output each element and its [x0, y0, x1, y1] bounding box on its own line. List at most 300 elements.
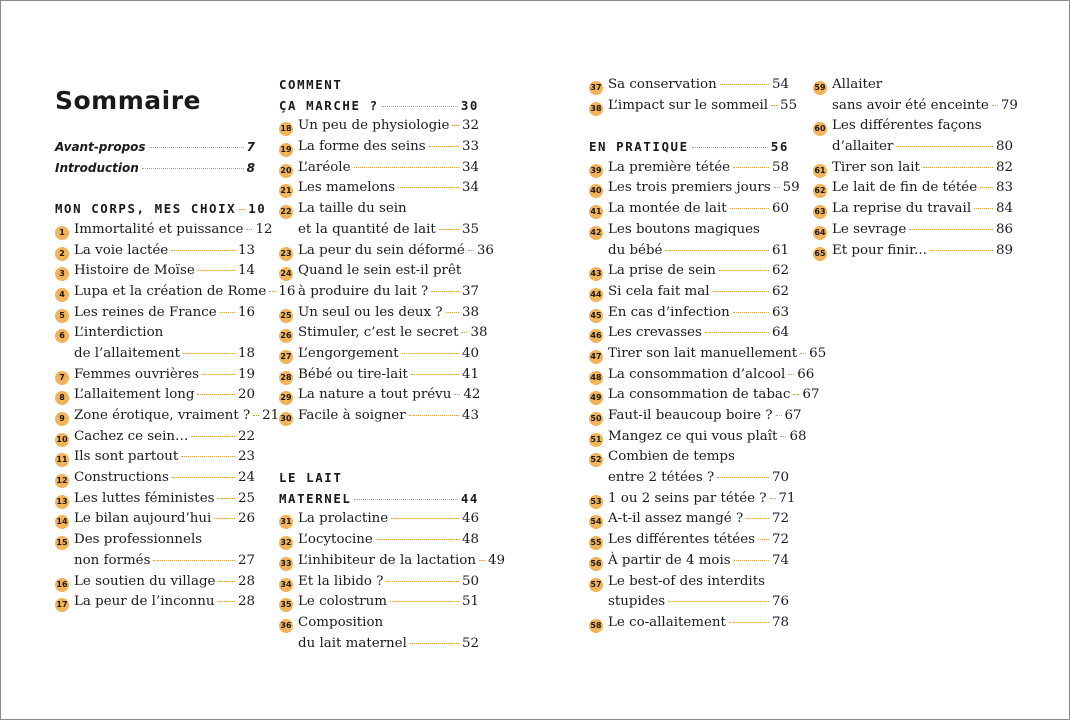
toc-entry	[55, 427, 255, 448]
toc-page-number: 16	[237, 304, 255, 320]
page-title: Sommaire	[55, 86, 202, 115]
chapter-number-badge: 10	[55, 433, 69, 447]
chapter-number-badge: 5	[55, 309, 69, 323]
toc-page-number: 20	[237, 387, 255, 403]
chapter-number-badge: 55	[589, 536, 603, 550]
toc-entry	[589, 406, 802, 427]
toc-entry	[589, 261, 789, 282]
chapter-number-badge: 63	[813, 205, 827, 219]
chapter-number-badge: 11	[55, 453, 69, 467]
toc-column-3	[589, 75, 827, 634]
chapter-number-badge: 4	[55, 288, 69, 302]
toc-entry-label: MON CORPS, MES CHOIX	[55, 201, 237, 217]
toc-entry-label: Les luttes féministes	[74, 490, 215, 506]
toc-page-number: 19	[237, 366, 255, 382]
toc-entry-label: entre 2 tétées ?	[608, 470, 715, 486]
toc-entry	[813, 116, 1013, 137]
chapter-number-badge: 50	[589, 412, 603, 426]
toc-entry-label: Le colostrum	[298, 594, 387, 610]
dot-leader	[149, 147, 244, 148]
toc-page-number: 48	[461, 532, 479, 548]
chapter-number-badge: 37	[589, 81, 603, 95]
toc-entry-label: Le co-allaitement	[608, 614, 726, 630]
toc-entry	[589, 96, 798, 117]
toc-page-number: 56	[770, 139, 789, 155]
chapter-number-badge: 65	[813, 247, 827, 261]
dot-leader	[774, 187, 780, 188]
chapter-number-badge: 22	[279, 205, 293, 219]
toc-entry	[279, 116, 479, 137]
dot-leader	[202, 374, 235, 375]
dot-leader	[730, 208, 769, 209]
chapter-number-badge: 48	[589, 371, 603, 385]
toc-entry-label: à produire du lait ?	[298, 283, 429, 299]
toc-page-number: 33	[461, 139, 479, 155]
toc-entry	[589, 323, 789, 344]
dot-leader	[181, 456, 235, 457]
toc-page-number: 66	[797, 366, 815, 382]
toc-page-number: 25	[237, 490, 255, 506]
dot-leader	[746, 518, 769, 519]
toc-entry	[55, 303, 255, 324]
toc-entry-label: En cas d’infection	[608, 304, 730, 320]
toc-entry	[279, 261, 479, 282]
dot-leader	[354, 167, 459, 168]
toc-entry	[279, 530, 479, 551]
toc-page-number: 30	[460, 97, 479, 113]
toc-page-number: 52	[461, 635, 479, 651]
toc-entry-label: Le lait de fin de tétée	[832, 180, 978, 196]
toc-page-number: 38	[461, 304, 479, 320]
dot-leader	[974, 208, 993, 209]
toc-page-number: 64	[771, 325, 789, 341]
toc-entry-label: Si cela fait mal	[608, 283, 710, 299]
toc-entry	[279, 634, 479, 655]
dot-leader	[758, 539, 769, 540]
toc-page-number: 23	[237, 449, 255, 465]
toc-page-number: 58	[771, 159, 789, 175]
chapter-number-badge: 60	[813, 122, 827, 136]
dot-leader	[733, 312, 769, 313]
toc-entry	[589, 75, 789, 96]
toc-page-number: 72	[771, 532, 789, 548]
chapter-number-badge: 36	[279, 619, 293, 633]
toc-entry	[279, 613, 479, 634]
toc-entry-label: non formés	[74, 552, 151, 568]
dot-leader	[923, 167, 993, 168]
toc-entry	[55, 282, 296, 303]
toc-entry	[279, 365, 479, 386]
dot-leader	[980, 187, 993, 188]
chapter-number-badge: 39	[589, 164, 603, 178]
toc-page-number: 65	[809, 345, 827, 361]
toc-entry	[55, 509, 255, 530]
chapter-number-badge: 15	[55, 536, 69, 550]
toc-entry-label: Histoire de Moïse	[74, 263, 195, 279]
chapter-number-badge: 49	[589, 391, 603, 405]
dot-leader	[930, 250, 993, 251]
toc-entry	[279, 509, 479, 530]
toc-page-number: 86	[995, 221, 1013, 237]
toc-entry-label: La montée de lait	[608, 201, 727, 217]
toc-entry	[589, 530, 789, 551]
dot-leader	[692, 147, 768, 148]
dot-leader	[705, 332, 769, 333]
toc-entry-label: La première tétée	[608, 159, 731, 175]
toc-page-number: 59	[782, 180, 800, 196]
dot-leader	[668, 601, 769, 602]
toc-page-number: 50	[461, 573, 479, 589]
chapter-number-badge: 1	[55, 226, 69, 240]
toc-page-number: 41	[461, 366, 479, 382]
toc-entry-label: LE LAIT	[279, 470, 343, 486]
toc-page-number: 43	[461, 408, 479, 423]
toc-page-number: 67	[802, 387, 820, 403]
toc-page-number: 62	[771, 283, 789, 299]
toc-entry-label: Les boutons magiques	[608, 221, 760, 237]
toc-entry	[813, 158, 1013, 179]
toc-entry	[589, 241, 789, 262]
dot-leader	[461, 332, 467, 333]
toc-entry-label: La prise de sein	[608, 263, 716, 279]
toc-entry	[589, 551, 789, 572]
chapter-number-badge: 20	[279, 164, 293, 178]
toc-entry-label: d’allaiter	[832, 139, 894, 155]
dot-leader	[217, 498, 234, 499]
chapter-number-badge: 54	[589, 515, 603, 529]
chapter-number-badge: 40	[589, 184, 603, 198]
dot-leader	[239, 209, 245, 210]
chapter-number-badge: 28	[279, 371, 293, 385]
toc-entry	[589, 385, 820, 406]
dot-leader	[382, 106, 458, 107]
toc-entry-label: La prolactine	[298, 511, 389, 527]
toc-entry-label: Combien de temps	[608, 449, 735, 465]
dot-leader	[171, 250, 235, 251]
toc-entry	[279, 199, 479, 220]
toc-entry-label: La voie lactée	[74, 242, 169, 258]
toc-page-number: 68	[789, 428, 807, 444]
chapter-number-badge: 29	[279, 391, 293, 405]
toc-entry	[55, 323, 255, 344]
spacer	[279, 427, 479, 448]
chapter-number-badge: 62	[813, 184, 827, 198]
dot-leader	[712, 291, 768, 292]
toc-entry-label: du bébé	[608, 242, 663, 258]
dot-leader	[733, 167, 769, 168]
dot-leader	[446, 312, 459, 313]
toc-page-number: 78	[771, 614, 789, 630]
chapter-number-badge: 7	[55, 371, 69, 385]
toc-entry	[279, 572, 479, 593]
dot-leader	[220, 312, 235, 313]
toc-entry	[589, 447, 789, 468]
toc-entry	[589, 365, 815, 386]
toc-entry	[55, 158, 255, 179]
dot-leader	[479, 560, 485, 561]
toc-page-number: 12	[255, 221, 273, 237]
toc-entry-label: Les crevasses	[608, 325, 702, 341]
dot-leader	[468, 250, 474, 251]
chapter-number-badge: 19	[279, 143, 293, 157]
toc-page-number: 32	[461, 118, 479, 134]
toc-entry	[55, 468, 255, 489]
toc-entry-label: Un seul ou les deux ?	[298, 304, 443, 320]
dot-leader	[992, 105, 998, 106]
toc-entry-label: Femmes ouvrières	[74, 366, 199, 382]
section-heading	[279, 96, 479, 117]
toc-entry-label: stupides	[608, 594, 666, 610]
dot-leader	[191, 436, 235, 437]
chapter-number-badge: 12	[55, 474, 69, 488]
toc-entry-label: sans avoir été enceinte	[832, 97, 989, 113]
toc-entry	[55, 592, 255, 613]
dot-leader	[172, 477, 235, 478]
toc-page-number: 28	[237, 573, 255, 589]
toc-column-2	[279, 75, 505, 654]
toc-entry-label: L’interdiction	[74, 325, 164, 341]
chapter-number-badge: 31	[279, 515, 293, 529]
toc-page-number: 71	[778, 490, 796, 506]
chapter-number-badge: 58	[589, 619, 603, 633]
toc-entry	[279, 220, 479, 241]
toc-entry	[589, 199, 789, 220]
spacer	[279, 447, 479, 468]
toc-page-number: 18	[237, 345, 255, 361]
toc-page-number: 46	[461, 511, 479, 527]
toc-page-number: 49	[487, 552, 505, 568]
dot-leader	[717, 477, 769, 478]
dot-leader	[386, 581, 459, 582]
toc-entry	[55, 489, 255, 510]
toc-page-number: 62	[771, 263, 789, 279]
dot-leader	[183, 353, 235, 354]
dot-leader	[780, 436, 786, 437]
chapter-number-badge: 25	[279, 309, 293, 323]
chapter-number-badge: 53	[589, 495, 603, 509]
dot-leader	[788, 374, 794, 375]
toc-page-number: 63	[771, 304, 789, 320]
toc-page-number: 14	[237, 263, 255, 279]
spacer	[589, 116, 789, 137]
toc-entry-label: Mangez ce qui vous plaît	[608, 428, 778, 444]
toc-entry-label: et la quantité de lait	[298, 221, 436, 237]
toc-entry-label: Le sevrage	[832, 221, 907, 237]
toc-entry-label: La peur du sein déformé	[298, 242, 465, 258]
toc-entry-label: Sa conservation	[608, 77, 717, 92]
dot-leader	[452, 125, 459, 126]
dot-leader	[909, 229, 993, 230]
toc-entry-label: La forme des seins	[298, 139, 426, 155]
toc-page-number: 22	[237, 428, 255, 444]
toc-page-number: 10	[248, 201, 267, 217]
dot-leader	[793, 394, 799, 395]
toc-entry	[813, 220, 1013, 241]
dot-leader	[218, 601, 235, 602]
dot-leader	[198, 270, 235, 271]
dot-leader	[734, 560, 769, 561]
toc-entry	[279, 592, 479, 613]
toc-entry-label: Stimuler, c’est le secret	[298, 325, 459, 341]
dot-leader	[246, 229, 252, 230]
toc-page-number: 37	[461, 283, 479, 299]
toc-page-number: 83	[995, 180, 1013, 196]
toc-entry-label: La consommation d’alcool	[608, 366, 786, 382]
toc-entry-label: A-t-il assez mangé ?	[608, 511, 744, 527]
toc-entry-label: Tirer son lait manuellement	[608, 345, 798, 361]
toc-page-number: 79	[1000, 97, 1018, 113]
toc-entry	[589, 303, 789, 324]
section-heading	[279, 75, 479, 96]
toc-entry	[813, 178, 1013, 199]
toc-entry	[813, 96, 1018, 117]
toc-entry	[279, 178, 479, 199]
chapter-number-badge: 56	[589, 557, 603, 571]
toc-entry-label: du lait maternel	[298, 635, 407, 651]
toc-page-number: 16	[278, 283, 296, 299]
toc-entry-label: Les trois premiers jours	[608, 180, 771, 196]
toc-entry-label: Le soutien du village	[74, 573, 216, 589]
toc-entry	[55, 447, 255, 468]
chapter-number-badge: 30	[279, 412, 293, 426]
toc-page-number: 34	[461, 180, 479, 196]
dot-leader	[402, 353, 459, 354]
toc-page-number: 7	[246, 140, 255, 155]
toc-entry-label: Faut-il beaucoup boire ?	[608, 408, 773, 423]
dot-leader	[391, 518, 459, 519]
toc-entry	[813, 75, 1013, 96]
toc-entry	[55, 241, 255, 262]
dot-leader	[197, 394, 234, 395]
chapter-number-badge: 24	[279, 267, 293, 281]
toc-page-number: 42	[463, 387, 481, 403]
toc-entry-label: COMMENT	[279, 77, 343, 92]
toc-entry-label: Et la libido ?	[298, 573, 384, 589]
toc-entry	[55, 137, 255, 158]
toc-entry-label: Quand le sein est-il prêt	[298, 263, 462, 279]
toc-entry-label: Facile à soigner	[298, 408, 406, 423]
toc-entry-label: Immortalité et puissance	[74, 221, 244, 237]
toc-entry-label: Bébé ou tire-lait	[298, 366, 408, 382]
chapter-number-badge: 45	[589, 309, 603, 323]
toc-entry	[279, 551, 505, 572]
chapter-number-badge: 43	[589, 267, 603, 281]
toc-page-number: 61	[771, 242, 789, 258]
chapter-number-badge: 2	[55, 247, 69, 261]
dot-leader	[429, 146, 459, 147]
toc-entry-label: MATERNEL	[279, 490, 352, 506]
dot-leader	[409, 415, 459, 416]
chapter-number-badge: 9	[55, 412, 69, 426]
dot-leader	[431, 291, 459, 292]
toc-entry	[55, 365, 255, 386]
chapter-number-badge: 38	[589, 102, 603, 116]
toc-entry	[279, 385, 479, 406]
toc-page-number: 51	[461, 594, 479, 610]
toc-entry-label: La nature a tout prévu	[298, 387, 452, 403]
chapter-number-badge: 32	[279, 536, 293, 550]
toc-entry-label: ÇA MARCHE ?	[279, 97, 379, 113]
toc-entry-label: L’aréole	[298, 159, 351, 175]
toc-page-number: 70	[771, 470, 789, 486]
toc-entry-label: L’engorgement	[298, 345, 399, 361]
toc-entry-label: Un peu de physiologie	[298, 118, 450, 134]
toc-page-number: 60	[771, 201, 789, 217]
toc-entry	[279, 344, 479, 365]
chapter-number-badge: 17	[55, 598, 69, 612]
toc-entry-label: La consommation de tabac	[608, 387, 791, 403]
dot-leader	[218, 581, 235, 582]
toc-entry	[55, 572, 255, 593]
dot-leader	[354, 499, 457, 500]
toc-page-number: 8	[246, 160, 255, 175]
toc-entry	[813, 241, 1013, 262]
toc-page-number: 44	[460, 490, 479, 506]
toc-entry-label: Cachez ce sein…	[74, 428, 189, 444]
toc-page-number: 76	[771, 594, 789, 610]
toc-page-number: 38	[470, 325, 488, 341]
dot-leader	[719, 270, 769, 271]
toc-entry-label: Lupa et la création de Rome	[74, 283, 267, 299]
chapter-number-badge: 6	[55, 329, 69, 343]
chapter-number-badge: 42	[589, 226, 603, 240]
toc-entry	[813, 137, 1013, 158]
dot-leader	[776, 415, 782, 416]
section-heading	[279, 489, 479, 510]
toc-entry-label: Composition	[298, 614, 384, 630]
dot-leader	[896, 146, 993, 147]
toc-page-number: 34	[461, 159, 479, 175]
toc-page-number: 36	[476, 242, 494, 258]
toc-entry	[279, 323, 488, 344]
chapter-number-badge: 18	[279, 122, 293, 136]
dot-leader	[729, 622, 769, 623]
toc-entry-label: Introduction	[55, 160, 139, 175]
dot-leader	[454, 394, 460, 395]
chapter-number-badge: 51	[589, 433, 603, 447]
dot-leader	[142, 168, 244, 169]
toc-entry-label: Les mamelons	[298, 180, 396, 196]
toc-page-number: 24	[237, 470, 255, 486]
toc-page-number: 21	[262, 408, 280, 423]
toc-entry-label: L’allaitement long	[74, 387, 195, 403]
chapter-number-badge: 33	[279, 557, 293, 571]
toc-entry-label: L’impact sur le sommeil	[608, 97, 769, 113]
toc-page-number: 27	[237, 552, 255, 568]
toc-entry	[589, 613, 789, 634]
toc-page-number: 80	[995, 139, 1013, 155]
chapter-number-badge: 16	[55, 578, 69, 592]
toc-page-number: 13	[237, 242, 255, 258]
toc-entry-label: Allaiter	[832, 77, 883, 92]
toc-entry	[55, 385, 255, 406]
toc-entry-label: Avant-propos	[55, 140, 146, 155]
dot-leader	[720, 84, 769, 85]
chapter-number-badge: 26	[279, 329, 293, 343]
toc-page-number: 28	[237, 594, 255, 610]
toc-entry-label: Les reines de France	[74, 304, 217, 320]
toc-entry-label: Les différentes tétées	[608, 532, 756, 548]
toc-entry	[589, 344, 827, 365]
toc-page-number: 55	[780, 97, 798, 113]
toc-entry-label: L’ocytocine	[298, 532, 373, 548]
dot-leader	[439, 229, 459, 230]
section-heading	[279, 468, 479, 489]
chapter-number-badge: 14	[55, 515, 69, 529]
dot-leader	[665, 250, 769, 251]
chapter-number-badge: 44	[589, 288, 603, 302]
toc-entry-label: Constructions	[74, 470, 169, 486]
